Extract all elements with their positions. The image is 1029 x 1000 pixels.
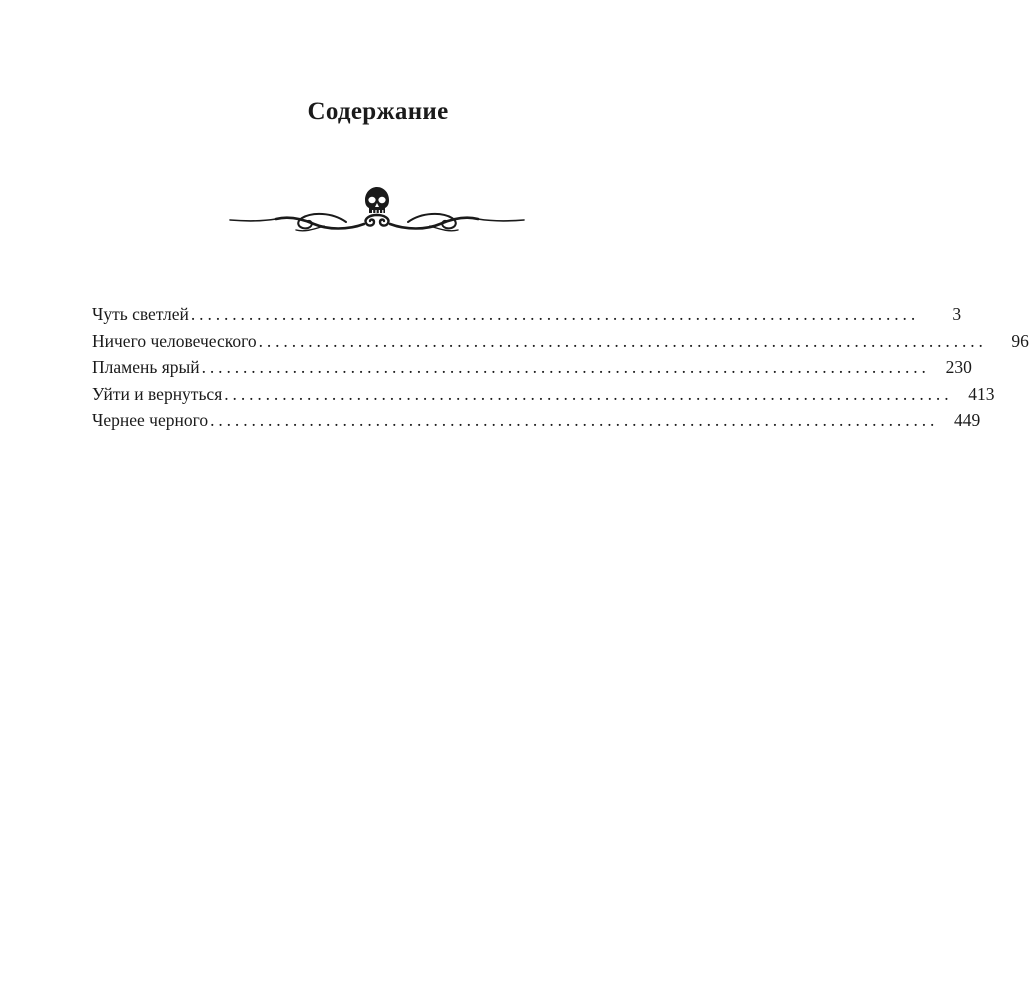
toc-entry-page: 96 — [1011, 330, 1029, 351]
toc-entry-title: Уйти и вернуться — [92, 383, 223, 404]
toc-entry[interactable] — [92, 407, 981, 434]
toc-entry-page: 449 — [954, 410, 981, 430]
toc-entry-page: 3 — [952, 304, 962, 324]
table-of-contents — [92, 301, 1029, 434]
skull-flourish-icon — [228, 186, 526, 240]
toc-dot-leader: ........................................................................................ — [201, 357, 930, 377]
toc-dot-leader: ........................................................................................ — [210, 410, 939, 430]
toc-dot-leader: ........................................................................................ — [258, 330, 987, 351]
page-title: Содержание — [307, 98, 449, 125]
toc-entry[interactable] — [92, 354, 972, 381]
toc-dot-leader: ........................................................................................ — [190, 304, 920, 324]
toc-entry-title: Пламень ярый — [92, 357, 200, 377]
toc-entry-page: 230 — [945, 357, 972, 377]
toc-entry[interactable] — [92, 301, 962, 328]
toc-entry[interactable] — [92, 381, 995, 408]
toc-dot-leader: ........................................................................................ — [224, 383, 953, 404]
toc-entry-title: Чуть светлей — [92, 304, 189, 324]
toc-entry[interactable] — [92, 328, 1029, 355]
toc-entry-title: Ничего человеческого — [92, 330, 257, 351]
toc-entry-title: Чернее черного — [92, 410, 209, 430]
toc-entry-page: 413 — [968, 383, 995, 404]
